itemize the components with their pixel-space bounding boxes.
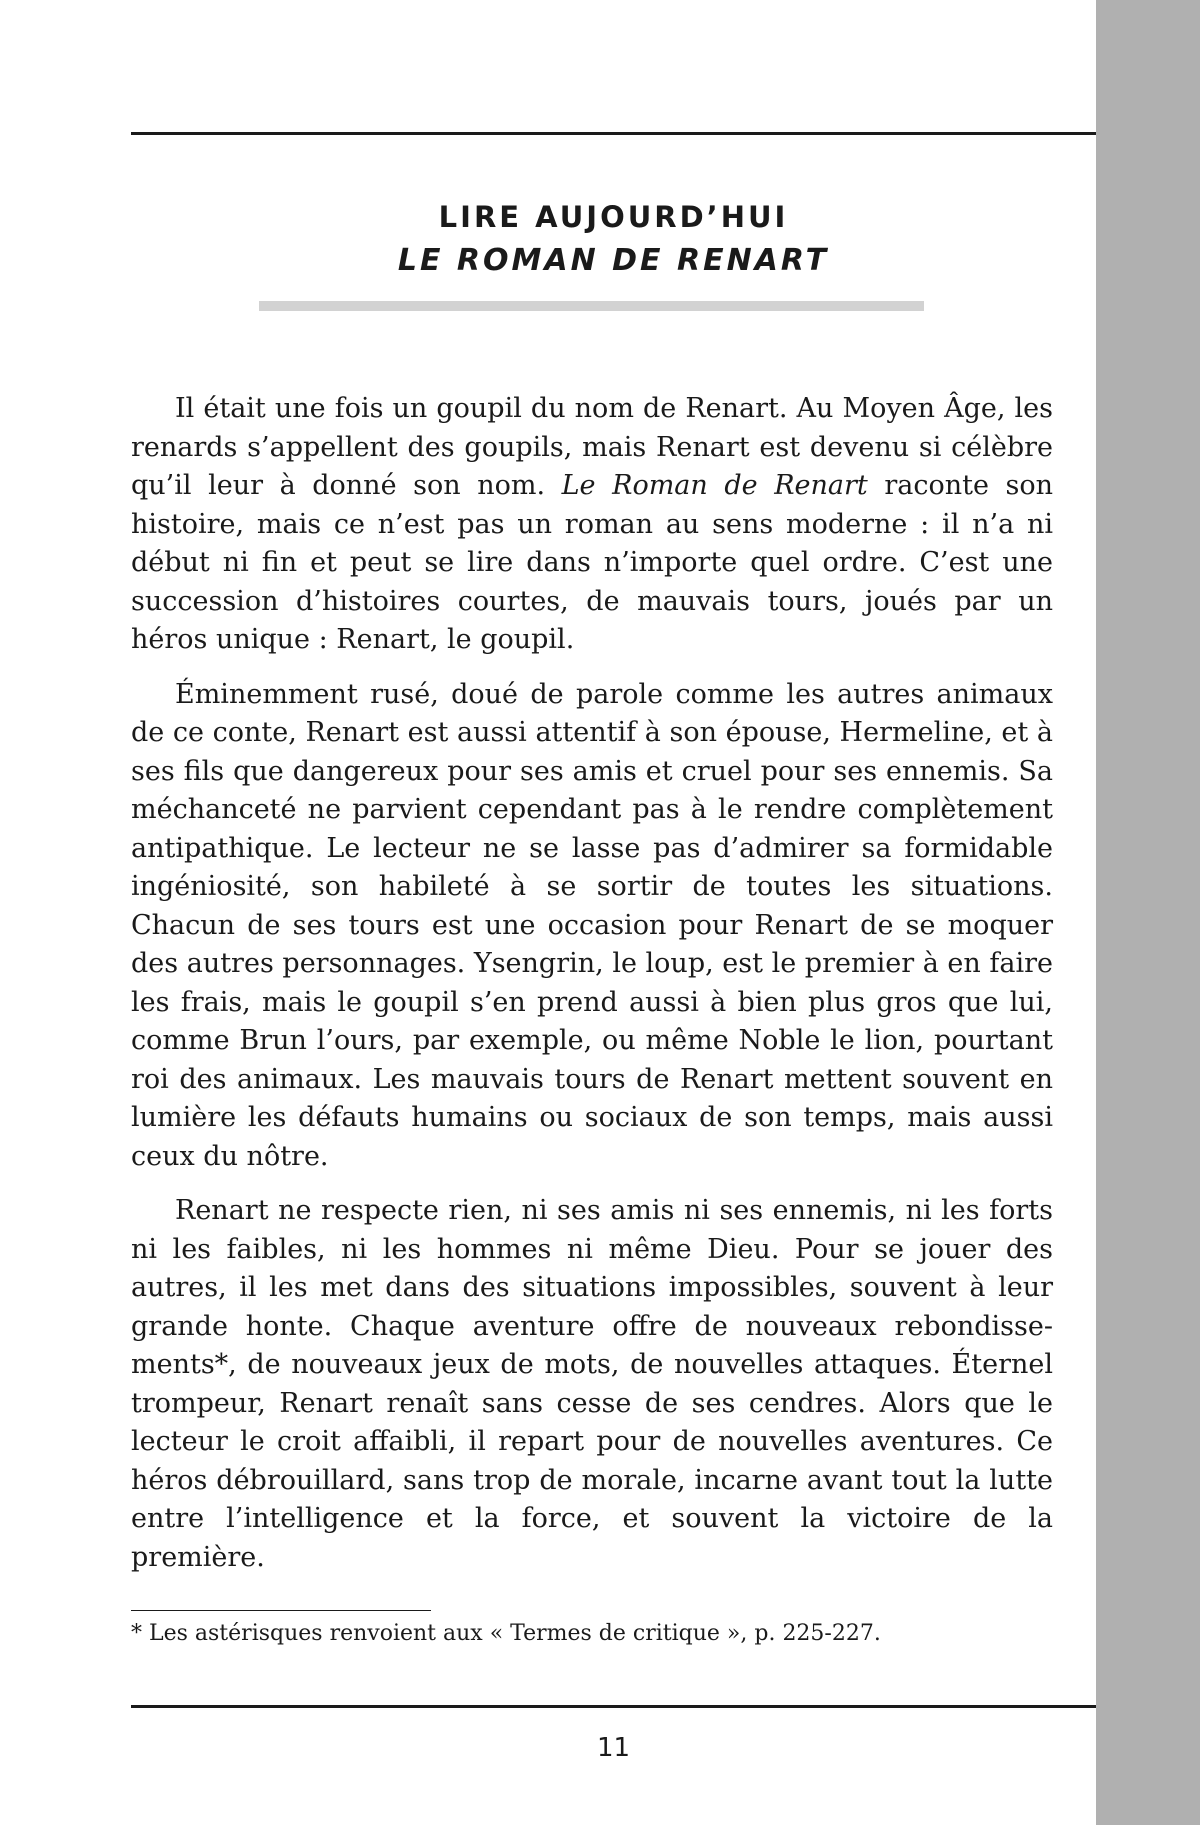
page-edge-gray-margin xyxy=(1096,0,1200,1825)
paragraph-2: Éminemment rusé, doué de parole comme les autres animaux de ce conte, Renart est aussi attentif à son épouse, Hermeline, et à ses fils que dangereux pour ses amis et cruel pour ses ennemis. Sa méchanceté ne parvient cependant pas à le rendre complètement antipathique. Le lecteur ne se lasse pas d’admirer sa formidable ingéniosité, son habileté à se sortir de toutes les situations. Chacun de ses tours est une occasion pour Renart de se moquer des autres personnages. Ysengrin, le loup, est le premier à en faire les frais, mais le goupil s’en prend aussi à bien plus gros que lui, comme Brun l’ours, par exemple, ou même Noble le lion, pourtant roi des animaux. Les mauvais tours de Renart mettent souvent en lumière les défauts humains ou sociaux de son temps, mais aussi ceux du nôtre. xyxy=(131,678,1053,1172)
book-title-italic: Le Roman de Renart xyxy=(561,470,868,501)
page-number: 11 xyxy=(596,1733,631,1763)
paragraph-1-start: Il était une fois un goupil du nom de Renart. Au Moyen Âge, les renards s’appellent des goupils, mais Renart est devenu si célèbre qu’il leur à donné son nom. xyxy=(131,393,1053,501)
title-underline-bar xyxy=(259,301,924,311)
body-text xyxy=(131,390,1053,1593)
header-rule xyxy=(131,132,1096,135)
paragraph-1 xyxy=(131,390,1053,660)
paragraph-1-end: raconte son histoire, mais ce n’est pas un roman au sens moderne : il n’a ni début ni fin et peut se lire dans n’importe quel ordre. C’est une succession d’histoires courtes, de mauvais tours, joués par un héros unique : Renart, le goupil. xyxy=(131,470,1054,655)
chapter-title xyxy=(131,195,1096,283)
paragraph-3: Renart ne respecte rien, ni ses amis ni ses ennemis, ni les forts ni les faibles, ni les hommes ni même Dieu. Pour se jouer des autres, il les met dans des situations impossibles, souvent à leur grande honte. Chaque aventure offre de nouveaux rebondissements*, de nouveaux jeux de mots, de nouvelles attaques. Éternel trompeur, Renart renaît sans cesse de ses cendres. Alors que le lecteur le croit affaibli, il repart pour de nouvelles aventures. Ce héros débrouillard, sans trop de morale, incarne avant tout la lutte entre l’intelligence et la force, et souvent la victoire de la première. xyxy=(131,1195,1053,1573)
footer-rule xyxy=(131,1705,1096,1708)
footnote-separator xyxy=(131,1610,431,1611)
title-line-1: LIRE AUJOURD’HUI xyxy=(438,200,789,234)
title-line-2: LE ROMAN DE RENART xyxy=(397,243,830,278)
footnote: * Les astérisques renvoient aux « Termes de critique », p. 225-227. xyxy=(131,1621,881,1646)
